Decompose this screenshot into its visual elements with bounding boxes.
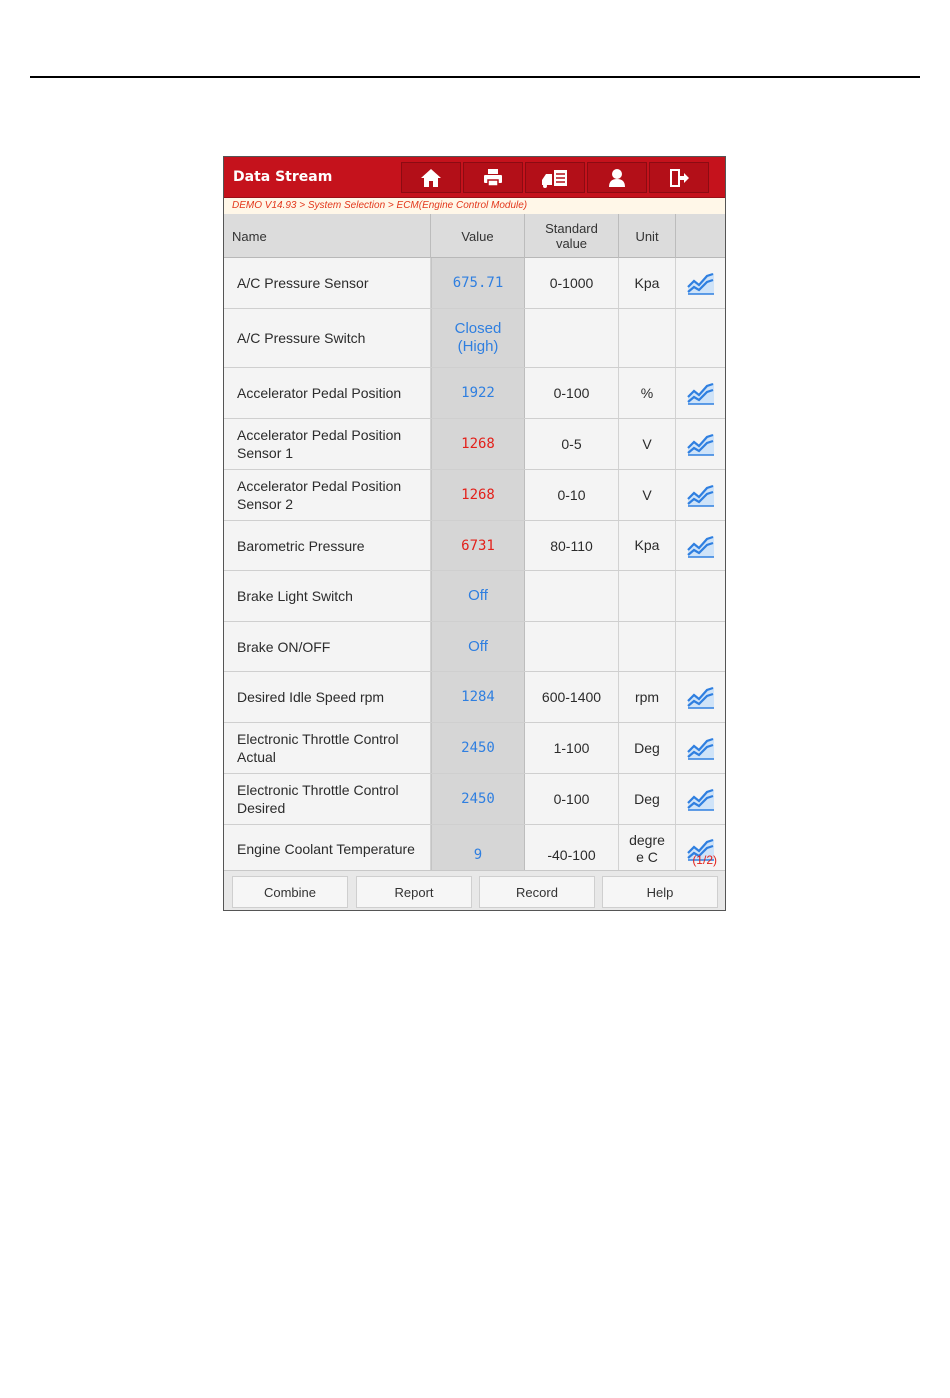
print-icon (482, 168, 504, 188)
row-standard-value (525, 571, 619, 621)
row-graph-cell[interactable] (676, 470, 725, 520)
row-graph-cell[interactable] (676, 774, 725, 824)
row-standard-value: 0-10 (525, 470, 619, 520)
app-window (223, 156, 726, 911)
row-standard-value: 1-100 (525, 723, 619, 773)
row-graph-cell[interactable] (676, 723, 725, 773)
page-title: Data Stream (233, 169, 333, 185)
row-standard-value: 0-1000 (525, 258, 619, 308)
row-unit: Deg (619, 774, 676, 824)
table-row[interactable] (224, 571, 725, 622)
row-standard-value: 0-5 (525, 419, 619, 469)
home-button[interactable] (401, 162, 461, 193)
page-top-rule (30, 76, 920, 78)
row-unit: Deg (619, 723, 676, 773)
row-value: 6731 (431, 521, 525, 570)
row-value: 1268 (431, 470, 525, 520)
line-graph-icon (687, 685, 715, 709)
table-row[interactable] (224, 309, 725, 368)
row-unit (619, 309, 676, 367)
row-value: 1268 (431, 419, 525, 469)
row-standard-value (525, 309, 619, 367)
row-name: Accelerator Pedal Position Sensor 2 (224, 470, 431, 520)
data-stream-table[interactable] (224, 258, 725, 870)
user-icon (607, 168, 627, 188)
row-graph-cell[interactable] (676, 672, 725, 722)
line-graph-icon (687, 736, 715, 760)
table-header (224, 214, 725, 258)
row-name: Accelerator Pedal Position (224, 368, 431, 418)
column-header-name: Name (224, 214, 431, 258)
row-name: Engine Coolant Temperature (224, 825, 431, 870)
row-name: Electronic Throttle Control Actual (224, 723, 431, 773)
column-header-standard-value (525, 214, 619, 258)
table-row[interactable] (224, 419, 725, 470)
column-header-standard-line1: Standard (545, 221, 598, 236)
row-graph-cell[interactable] (676, 368, 725, 418)
row-unit: % (619, 368, 676, 418)
row-standard-value: 0-100 (525, 368, 619, 418)
row-value: Off (431, 571, 525, 621)
row-value: 1922 (431, 368, 525, 418)
table-row[interactable] (224, 470, 725, 521)
row-standard-value (525, 622, 619, 671)
user-button[interactable] (587, 162, 647, 193)
row-name: A/C Pressure Switch (224, 309, 431, 367)
row-unit: Kpa (619, 258, 676, 308)
table-row[interactable] (224, 825, 725, 870)
line-graph-icon (687, 534, 715, 558)
line-graph-icon (687, 271, 715, 295)
row-standard-value: 600-1400 (525, 672, 619, 722)
line-graph-icon (687, 381, 715, 405)
row-unit: V (619, 470, 676, 520)
row-value: 9 (431, 825, 525, 870)
breadcrumb: DEMO V14.93 > System Selection > ECM(Engine Control Module) (224, 198, 725, 214)
bottom-toolbar (224, 870, 725, 910)
row-unit (619, 622, 676, 671)
help-button[interactable]: Help (602, 876, 718, 908)
row-name: Accelerator Pedal Position Sensor 1 (224, 419, 431, 469)
line-graph-icon (687, 483, 715, 507)
column-header-value: Value (431, 214, 525, 258)
row-graph-cell[interactable] (676, 521, 725, 570)
row-standard-value: -40-100 (525, 825, 619, 870)
exit-icon (668, 168, 690, 188)
report-button[interactable]: Report (356, 876, 472, 908)
row-name: Electronic Throttle Control Desired (224, 774, 431, 824)
row-graph-cell[interactable] (676, 258, 725, 308)
row-value: Closed (High) (431, 309, 525, 367)
column-header-unit: Unit (619, 214, 676, 258)
row-value: 1284 (431, 672, 525, 722)
column-header-standard-line2: value (555, 236, 588, 251)
row-graph-cell[interactable] (676, 419, 725, 469)
vehicle-info-icon (540, 168, 570, 188)
title-bar (224, 157, 725, 198)
table-row[interactable] (224, 622, 725, 672)
row-standard-value: 80-110 (525, 521, 619, 570)
row-unit (619, 571, 676, 621)
row-unit: Kpa (619, 521, 676, 570)
line-graph-icon (687, 787, 715, 811)
row-unit: rpm (619, 672, 676, 722)
row-standard-value: 0-100 (525, 774, 619, 824)
row-name: Brake ON/OFF (224, 622, 431, 671)
row-graph-cell (676, 571, 725, 621)
page-indicator: (1/2) (692, 853, 717, 867)
table-row[interactable] (224, 774, 725, 825)
row-value: 2450 (431, 723, 525, 773)
home-icon (420, 168, 442, 188)
record-button[interactable]: Record (479, 876, 595, 908)
row-value: 675.71 (431, 258, 525, 308)
row-name: Barometric Pressure (224, 521, 431, 570)
combine-button[interactable]: Combine (232, 876, 348, 908)
print-button[interactable] (463, 162, 523, 193)
row-name: Desired Idle Speed rpm (224, 672, 431, 722)
row-graph-cell (676, 622, 725, 671)
table-row[interactable] (224, 723, 725, 774)
row-value: Off (431, 622, 525, 671)
row-unit: degre e C (619, 825, 676, 870)
table-row[interactable] (224, 672, 725, 723)
table-row[interactable] (224, 521, 725, 571)
vehicle-info-button[interactable] (525, 162, 585, 193)
row-name: A/C Pressure Sensor (224, 258, 431, 308)
line-graph-icon (687, 432, 715, 456)
table-row[interactable] (224, 368, 725, 419)
row-value: 2450 (431, 774, 525, 824)
row-graph-cell (676, 309, 725, 367)
exit-button[interactable] (649, 162, 709, 193)
row-name: Brake Light Switch (224, 571, 431, 621)
column-header-graph (676, 214, 725, 258)
table-row[interactable] (224, 258, 725, 309)
row-unit: V (619, 419, 676, 469)
